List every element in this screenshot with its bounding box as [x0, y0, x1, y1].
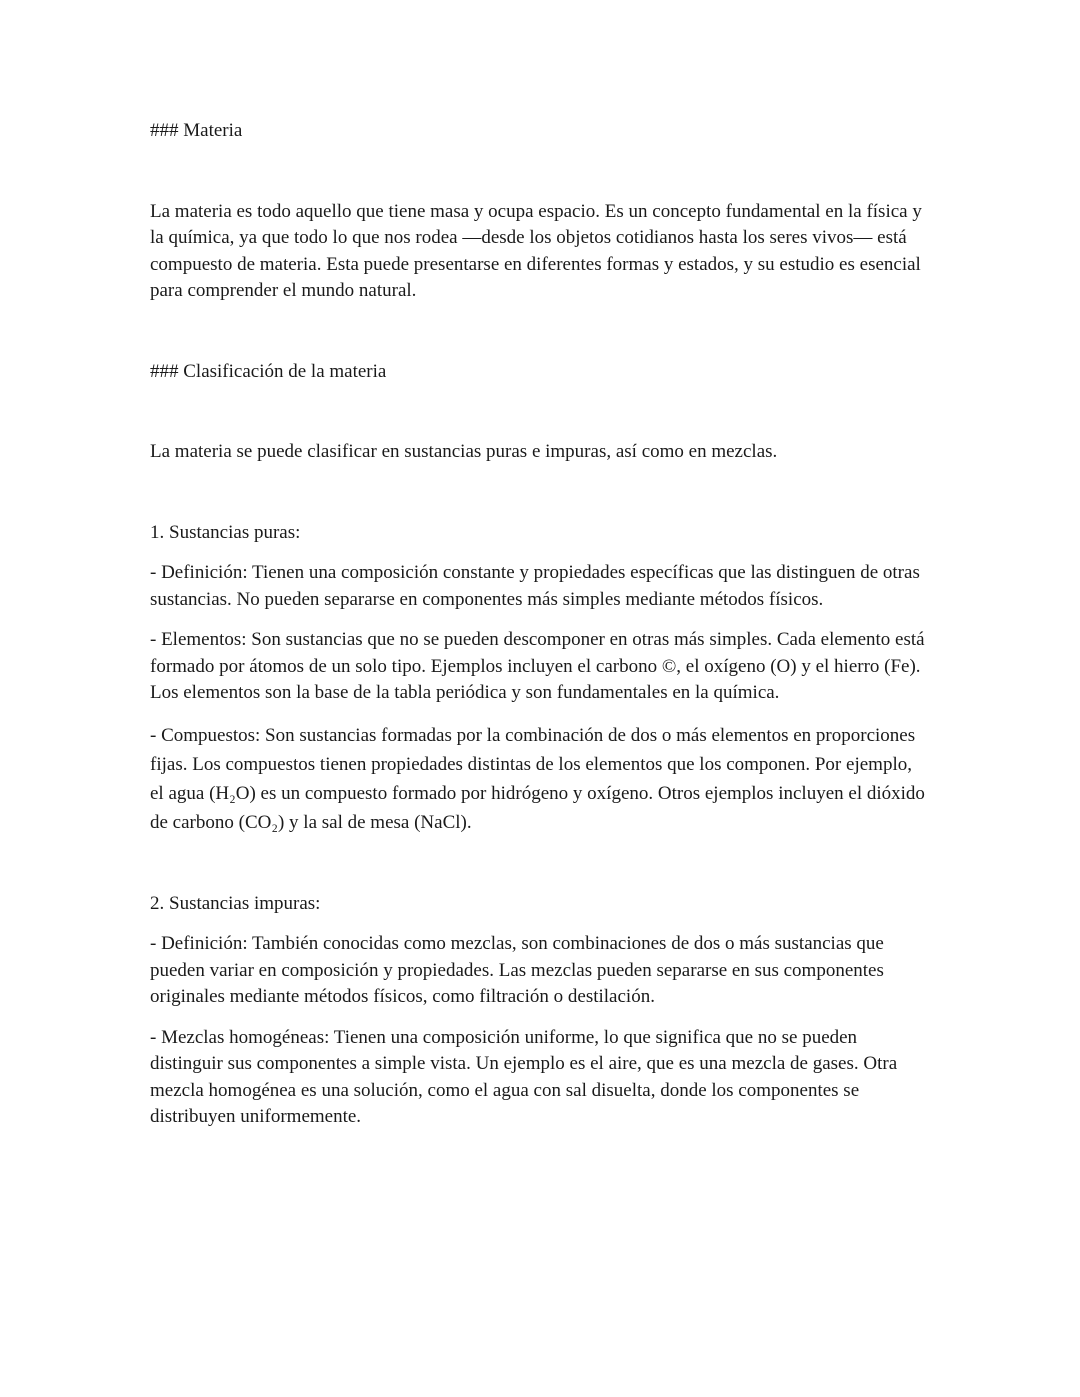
heading-clasificacion: ### Clasificación de la materia [150, 360, 387, 382]
sustancias-impuras-title: 2. Sustancias impuras: [150, 892, 321, 914]
puras-definicion: - Definición: Tienen una composición constante y propiedades específicas que las distinguen de otras sustancias. No pueden separarse en componentes más simples mediante métodos físicos. [150, 562, 920, 610]
heading-materia: ### Materia [150, 120, 243, 141]
puras-compuestos: - Compuestos: Son sustancias formadas por la combinación de dos o más elementos en proporciones fijas. Los compuestos tienen propiedades distintas de los elementos que los componen. Por ejemplo, el agua (H₂O) es un compuesto formado por hidrógeno y oxígeno. Otros ejemplos incluyen el dióxido de carbono (CO₂) y la sal de mesa (NaCl). [150, 724, 925, 833]
sustancias-puras-title: 1. Sustancias puras: [150, 521, 301, 543]
document-page [150, 118, 930, 1145]
clasificacion-paragraph: La materia se puede clasificar en sustancias puras e impuras, así como en mezclas. [150, 441, 778, 462]
puras-elementos: - Elementos: Son sustancias que no se pueden descomponer en otras más simples. Cada elemento está formado por átomos de un solo tipo. Ejemplos incluyen el carbono ©, el oxígeno (O) y el hierro (Fe). Los elementos son la base de la tabla periódica y son fundamentales en la química. [150, 629, 925, 703]
impuras-homogeneas: - Mezclas homogéneas: Tienen una composición uniforme, lo que significa que no se pueden distinguir sus componentes a simple vista. Un ejemplo es el aire, que es una mezcla de gases. Otra mezcla homogénea es una solución, como el agua con sal disuelta, donde los componentes se distribuyen uniformemente. [150, 1026, 898, 1127]
intro-paragraph: La materia es todo aquello que tiene masa y ocupa espacio. Es un concepto fundamental en la física y la química, ya que todo lo que nos rodea —desde los objetos cotidianos hasta los seres vivos— está compuesto de materia. Esta puede presentarse en diferentes formas y estados, y su estudio es esencial para comprender el mundo natural. [150, 200, 922, 301]
impuras-definicion: - Definición: También conocidas como mezclas, son combinaciones de dos o más sustancias que pueden variar en composición y propiedades. Las mezclas pueden separarse en sus componentes originales mediante métodos físicos, como filtración o destilación. [150, 933, 884, 1007]
